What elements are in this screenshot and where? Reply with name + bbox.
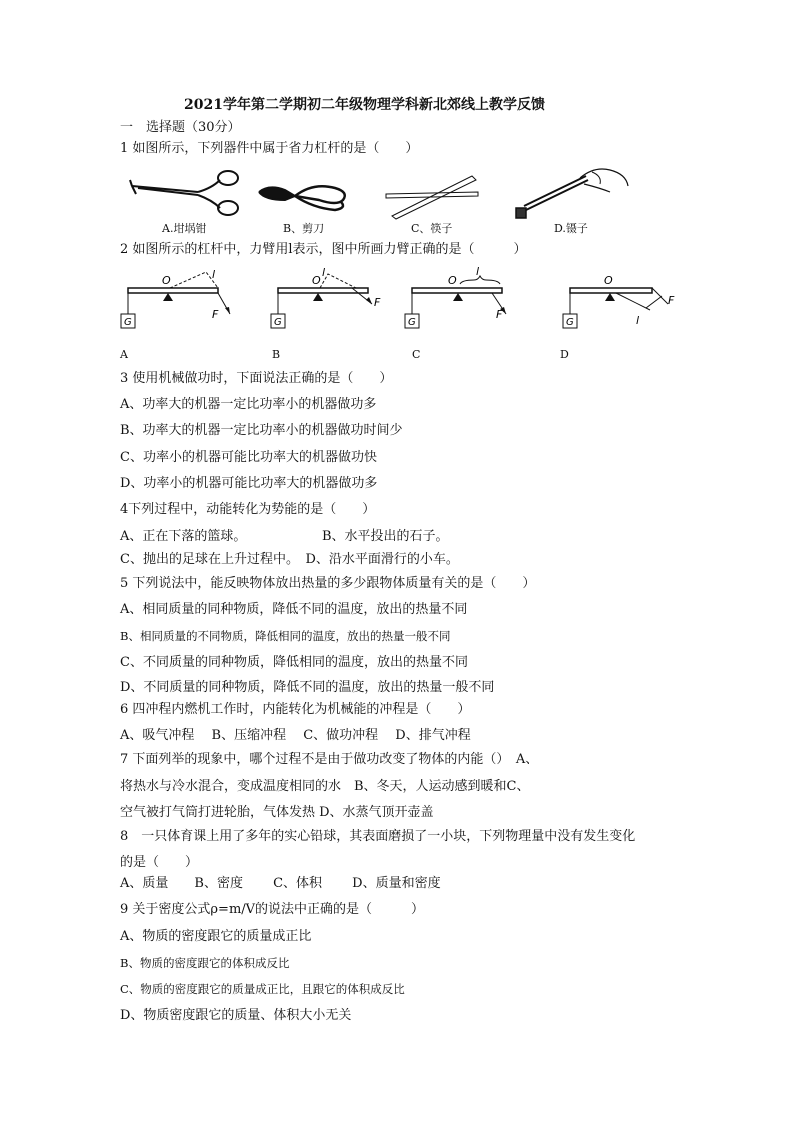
tweezers-figure <box>510 162 630 220</box>
question-1-caption-d: D.镊子 <box>554 222 588 235</box>
question-2-stem: 2 如图所示的杠杆中，力臂用l表示，图中所画力臂正确的是（ ） <box>120 242 527 257</box>
question-7-line-1: 7 下面列举的现象中，哪个过程不是由于做功改变了物体的内能（） A、 <box>120 752 539 767</box>
question-4-stem: 4下列过程中，动能转化为势能的是（ ） <box>120 502 376 517</box>
question-3-option-c: C、功率小的机器可能比功率大的机器做功快 <box>120 450 377 465</box>
question-3-option-a: A、功率大的机器一定比功率小的机器做功多 <box>120 397 377 412</box>
question-9-stem: 9 关于密度公式ρ=m/V的说法中正确的是（ ） <box>120 902 425 917</box>
question-5-option-d: D、不同质量的同种物质，降低不同的温度，放出的热量一般不同 <box>120 680 495 695</box>
question-1-stem: 1 如图所示，下列器件中属于省力杠杆的是（ ） <box>120 141 419 156</box>
force-label-d: F <box>668 294 675 307</box>
crucible-tongs-figure <box>128 168 246 218</box>
pivot-label-c: O <box>448 274 457 287</box>
pivot-label-b: O <box>312 274 321 287</box>
question-4-option-b: B、水平投出的石子。 <box>322 529 449 544</box>
question-4-options-cd: C、抛出的足球在上升过程中。 D、沿水平面滑行的小车。 <box>120 552 459 567</box>
question-8-line-1: 8 一只体育课上用了多年的实心铅球，其表面磨损了一小块，下列物理量中没有发生变化 <box>120 829 636 844</box>
force-label-c: F <box>496 308 503 321</box>
question-9-option-b: B、物质的密度跟它的体积成反比 <box>120 956 290 970</box>
question-1-caption-a: A.坩埚钳 <box>162 222 207 235</box>
question-3-option-d: D、功率小的机器可能比功率大的机器做功多 <box>120 476 378 491</box>
question-5-option-b: B、相同质量的不同物质，降低相同的温度，放出的热量一般不同 <box>120 629 451 643</box>
question-8-options: A、质量 B、密度 C、体积 D、质量和密度 <box>120 876 441 891</box>
question-2-label-c: C <box>412 348 421 361</box>
question-2-label-b: B <box>272 348 281 361</box>
question-9-option-a: A、物质的密度跟它的质量成正比 <box>120 929 312 944</box>
weight-label-a: G <box>124 317 132 328</box>
pivot-label-a: O <box>162 274 171 287</box>
question-3-stem: 3 使用机械做功时，下面说法正确的是（ ） <box>120 371 393 386</box>
question-8-line-2: 的是（ ） <box>120 855 199 870</box>
question-4-option-a: A、正在下落的篮球。 <box>120 529 247 544</box>
question-9-option-c: C、物质的密度跟它的质量成正比，且跟它的体积成反比 <box>120 982 405 996</box>
question-6-options: A、吸气冲程 B、压缩冲程 C、做功冲程 D、排气冲程 <box>120 728 471 743</box>
question-6-stem: 6 四冲程内燃机工作时，内能转化为机械能的冲程是（ ） <box>120 702 471 717</box>
arm-label-b: l <box>322 266 326 279</box>
lever-figure-c <box>402 266 522 336</box>
weight-label-d: G <box>566 317 574 328</box>
arm-label-c: l <box>476 266 480 278</box>
lever-figure-a <box>118 266 233 336</box>
section-heading: 一 选择题（30分） <box>120 120 241 135</box>
weight-label-c: G <box>408 317 416 328</box>
weight-label-b: G <box>274 317 282 328</box>
page-title: 2021学年第二学期初二年级物理学科新北郊线上教学反馈 <box>184 97 545 113</box>
question-2-label-a: A <box>120 348 128 361</box>
question-7-line-2: 将热水与冷水混合，变成温度相同的水 B、冬天，人运动感到暖和C、 <box>120 779 530 794</box>
force-label-a: F <box>212 308 219 321</box>
question-1-caption-b: B、剪刀 <box>283 222 325 235</box>
question-9-option-d: D、物质密度跟它的质量、体积大小无关 <box>120 1008 352 1023</box>
question-5-option-c: C、不同质量的同种物质，降低相同的温度，放出的热量不同 <box>120 655 468 670</box>
question-1-caption-c: C、筷子 <box>411 222 453 235</box>
lever-figure-d <box>560 266 685 336</box>
question-3-option-b: B、功率大的机器一定比功率小的机器做功时间少 <box>120 423 403 438</box>
chopsticks-figure <box>384 172 480 220</box>
arm-label-a: l <box>212 268 216 281</box>
question-5-stem: 5 下列说法中，能反映物体放出热量的多少跟物体质量有关的是（ ） <box>120 576 536 591</box>
lever-figure-b <box>268 266 388 336</box>
pivot-label-d: O <box>604 274 613 287</box>
question-5-option-a: A、相同质量的同种物质，降低不同的温度，放出的热量不同 <box>120 602 468 617</box>
arm-label-d: l <box>636 314 640 327</box>
scissors-figure <box>255 178 351 218</box>
question-7-line-3: 空气被打气筒打进轮胎，气体发热 D、水蒸气顶开壶盖 <box>120 805 434 820</box>
question-2-label-d: D <box>560 348 569 361</box>
force-label-b: F <box>374 296 381 309</box>
